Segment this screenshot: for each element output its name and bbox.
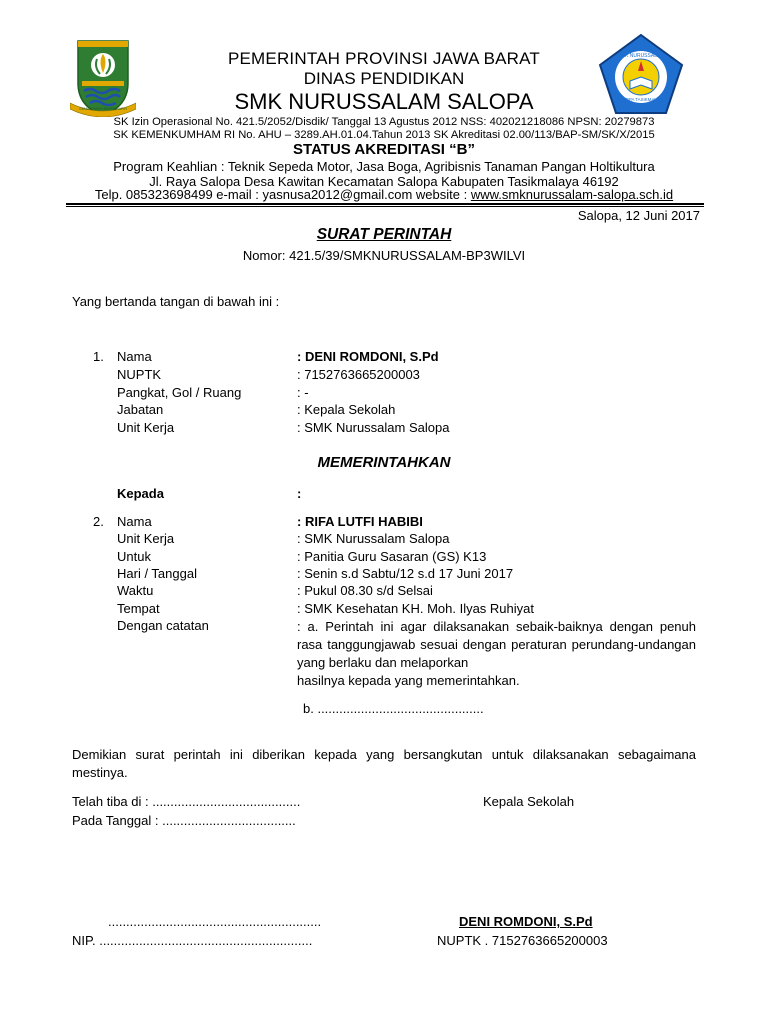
intro-text: Yang bertanda tangan di bawah ini : [72,294,280,309]
contact-line [0,187,768,202]
left-signature-line: ........................................................... [108,914,322,929]
headmaster-name: DENI ROMDONI, S.Pd [459,914,593,929]
arrival-date: Pada Tanggal : ..................................... [72,813,296,828]
signer-label-rank: Pangkat, Gol / Ruang [117,385,242,400]
accreditation-status: STATUS AKREDITASI “B” [293,141,475,158]
recipient-label-date: Hari / Tanggal [117,566,197,581]
license-line-2: SK KEMENKUMHAM RI No. AHU – 3289.AH.01.04.Tahun 2013 SK Akreditasi 02.00/113/BAP-SM/SK/X/2015 [113,129,655,141]
recipient-value-place: : SMK Kesehatan KH. Moh. Ilyas Ruhiyat [297,601,534,616]
order-heading: MEMERINTAHKAN [317,454,451,471]
signer-value-nuptk: : 7152763665200003 [297,367,420,382]
letter-title: SURAT PERINTAH [316,226,452,243]
note-a [297,618,696,690]
contact-details: Telp. 085323698499 e-mail : yasnusa2012@gmail.com website : [94,187,471,202]
recipient-value-unit: : SMK Nurussalam Salopa [297,531,450,546]
recipient-value-time: : Pukul 08.30 s/d Selsai [297,583,433,598]
logo-text-top: SMK NURUSSALAM [617,53,665,59]
note-a-last-line: hasilnya kepada yang memerintahkan. [297,673,520,688]
government-name: PEMERINTAH PROVINSI JAWA BARAT [227,49,541,68]
recipient-value-name: : RIFA LUTFI HABIBI [297,514,423,529]
headmaster-nuptk: NUPTK . 7152763665200003 [437,933,608,948]
signer-value-position: : Kepala Sekolah [297,402,396,417]
school-name: SMK NURUSSALAM SALOPA [234,89,534,114]
left-nip: NIP. ........................................................... [72,933,313,948]
logo-text-bottom: SALOPA TASIKMALAYA [617,97,665,102]
recipient-value-date: : Senin s.d Sabtu/12 s.d 17 Juni 2017 [297,566,514,581]
letter-number: Nomor: 421.5/39/SMKNURUSSALAM-BP3WILVI [242,248,526,263]
program-list: Program Keahlian : Teknik Sepeda Motor, Jasa Boga, Agribisnis Tanaman Pangan Holtikultura [113,159,655,174]
note-a-text: : a. Perintah ini agar dilaksanakan sebaik-baiknya dengan penuh rasa tanggungjawab sesuai dengan peraturan perundang-undangan yang berlaku dan melaporkan [297,619,696,670]
signer-value-name: : DENI ROMDONI, S.Pd [297,349,439,364]
letterhead-divider [66,203,704,205]
recipient-label-purpose: Untuk [117,549,151,564]
letterhead-divider-thin [66,206,704,207]
signer-value-unit: : SMK Nurussalam Salopa [297,420,450,435]
note-b: b. .............................................. [303,701,484,716]
recipient-label-unit: Unit Kerja [117,531,175,546]
signer-label-nuptk: NUPTK [117,367,162,382]
crest-motto: GEMAH RIPAH REPEH RAPIH [79,107,127,111]
signer-label-name: Nama [117,349,152,364]
recipient-number: 2. [93,514,104,529]
license-line-1: SK Izin Operasional No. 421.5/2052/Disdik/ Tanggal 13 Agustus 2012 NSS: 402021218086 NPSN: 20279873 [113,116,655,128]
website-link[interactable]: www.smknurussalam-salopa.sch.id [470,187,674,202]
signer-number: 1. [93,349,104,364]
recipient-label-notes: Dengan catatan [117,618,209,633]
signer-label-position: Jabatan [117,402,164,417]
headmaster-title: Kepala Sekolah [483,794,575,809]
school-address: Jl. Raya Salopa Desa Kawitan Kecamatan Salopa Kabupaten Tasikmalaya 46192 [149,174,619,189]
recipient-value-purpose: : Panitia Guru Sasaran (GS) K13 [297,549,487,564]
closing-paragraph: Demikian surat perintah ini diberikan kepada yang bersangkutan untuk dilaksanakan sebagaimana mestinya. [72,747,696,780]
recipient-label-time: Waktu [117,583,154,598]
to-label: Kepada [117,486,164,501]
department-name: DINAS PENDIDIKAN [303,69,465,88]
signer-value-rank: : - [297,385,309,400]
arrival-place: Telah tiba di : ......................................... [72,794,301,809]
recipient-label-place: Tempat [117,601,160,616]
letter-date: Salopa, 12 Juni 2017 [577,208,700,223]
recipient-label-name: Nama [117,514,152,529]
signer-label-unit: Unit Kerja [117,420,175,435]
to-colon: : [297,486,302,501]
